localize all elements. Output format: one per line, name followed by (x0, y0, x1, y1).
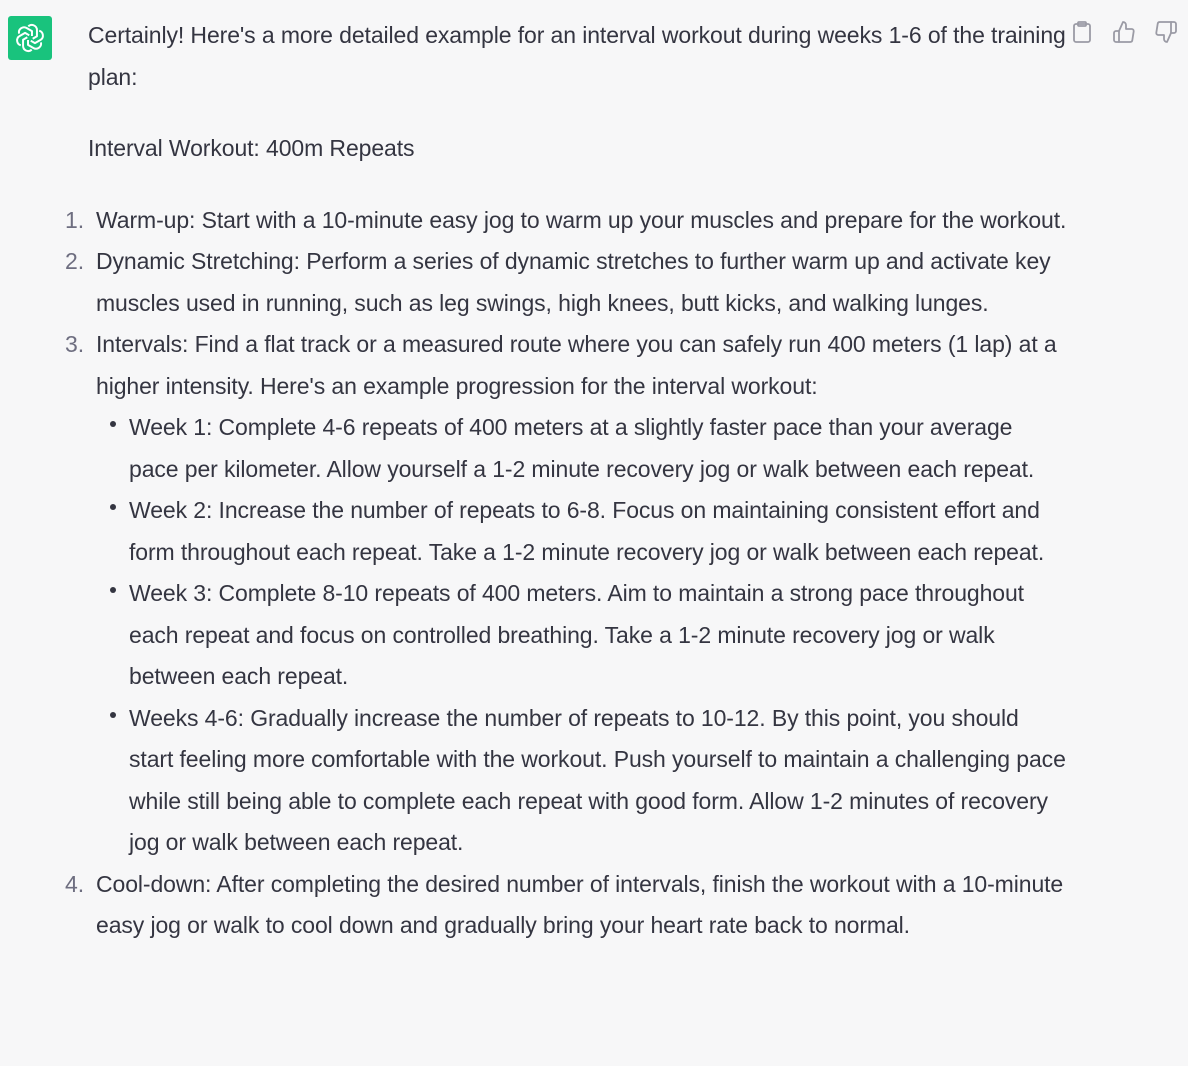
week-text: Week 2: Increase the number of repeats to 6-8. Focus on maintaining consistent effort and form throughout each repeat. Take a 1-2 minute recovery jog or walk between each repeat. (129, 497, 1045, 565)
step-text: Dynamic Stretching: Perform a series of dynamic stretches to further warm up and activate key muscles used in running, such as leg swings, high knees, butt kicks, and walking lunges. (96, 248, 1051, 316)
step-item (65, 324, 1068, 864)
week-item (96, 490, 1068, 573)
openai-logo-icon (13, 21, 47, 55)
step-text: Intervals: Find a flat track or a measured route where you can safely run 400 meters (1 lap) at a higher intensity. Here's an example progression for the interval workout: (96, 331, 1057, 399)
week-item (96, 573, 1068, 698)
week-text: Weeks 4-6: Gradually increase the number of repeats to 10-12. By this point, you should start feeling more comfortable with the workout. Push yourself to maintain a challenging pace while still being able to complete each repeat with good form. Allow 1-2 minutes of recovery jog or walk between each repeat. (129, 704, 1066, 855)
week-item (96, 698, 1068, 864)
step-text: Warm-up: Start with a 10-minute easy jog to warm up your muscles and prepare for the workout. (96, 206, 1067, 233)
message-actions (1070, 18, 1178, 46)
bullet-icon (110, 504, 116, 510)
thumbs-down-button[interactable] (1154, 18, 1178, 46)
intro-paragraph: Certainly! Here's a more detailed example for an interval workout during weeks 1-6 of the training plan: (88, 22, 1066, 90)
thumbs-up-icon (1112, 20, 1136, 44)
step-number: 4. (65, 870, 84, 897)
week-text: Week 1: Complete 4-6 repeats of 400 meters at a slightly faster pace than your average pace per kilometer. Allow yourself a 1-2 minute recovery jog or walk between each repeat. (129, 414, 1035, 482)
week-item (96, 407, 1068, 490)
copy-button[interactable] (1070, 18, 1094, 46)
step-number: 2. (65, 248, 84, 274)
bullet-icon (110, 587, 116, 593)
week-progression-list (96, 407, 1068, 864)
step-number: 1. (65, 206, 84, 233)
workout-steps (65, 200, 1068, 947)
workout-subtitle: Interval Workout: 400m Repeats (88, 135, 415, 161)
assistant-avatar (8, 16, 52, 60)
bullet-icon (110, 421, 116, 427)
step-text: Cool-down: After completing the desired number of intervals, finish the workout with a 10-minute easy jog or walk to cool down and gradually bring your heart rate back to normal. (96, 870, 1064, 938)
week-text: Week 3: Complete 8-10 repeats of 400 meters. Aim to maintain a strong pace throughout each repeat and focus on controlled breathing. Take a 1-2 minute recovery jog or walk between each repeat. (129, 580, 1024, 689)
step-number: 3. (65, 331, 84, 357)
message-content (65, 15, 1068, 947)
thumbs-down-icon (1154, 20, 1178, 44)
clipboard-icon (1071, 20, 1093, 44)
step-item (65, 864, 1068, 947)
step-item (65, 241, 1068, 324)
thumbs-up-button[interactable] (1112, 18, 1136, 46)
step-item (65, 200, 1068, 242)
bullet-icon (110, 712, 116, 718)
